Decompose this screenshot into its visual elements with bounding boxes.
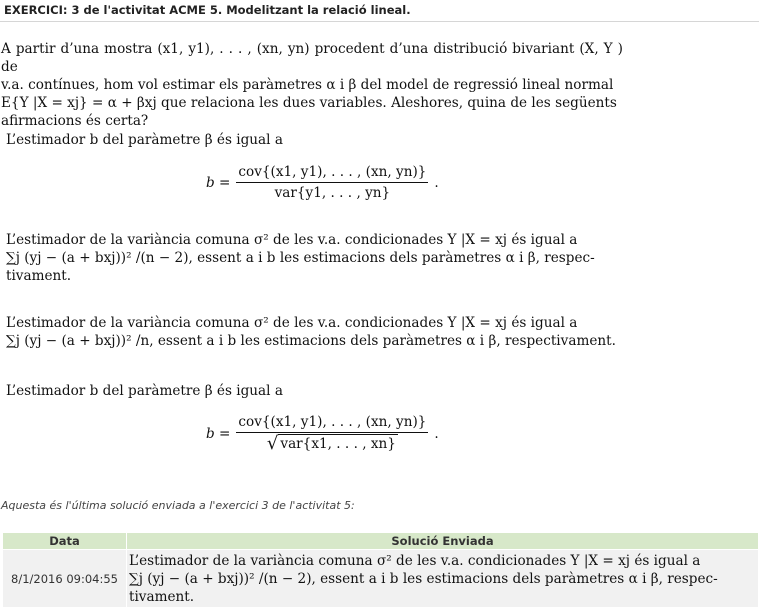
fraction [236,413,428,454]
option-2-text[interactable] [6,231,624,285]
formula-lhs: b = [206,425,231,442]
formula-tail: . [434,425,439,442]
exercise-title: EXERCICI: 3 de l'activitat ACME 5. Modelitzant la relació lineal. [0,0,759,22]
option-4-formula [206,413,439,454]
fraction-denominator: var{y1, . . . , yn} [274,185,391,201]
radicand: var{x1, . . . , xn} [280,436,396,452]
question-line: v.a. contínues, hom vol estimar els paràmetres α i β del model de regressió lineal normal [1,77,614,93]
option-4-text[interactable]: L’estimador b del paràmetre β és igual a [6,383,283,399]
submission-table [2,532,759,608]
question-line: afirmacions és certa? [1,113,149,129]
solution-line: L’estimador de la variància comuna σ² de les v.a. condicionades Y |X = xj és igual a [129,552,701,569]
question-line: A partir d’una mostra (x1, y1), . . . , (xn, yn) procedent d’una distribució bivariant (X, Y ) de [1,41,623,75]
option-line: ∑j (yj − (a + bxj))² /(n − 2), essent a i b les estimacions dels paràmetres α i β, respec- [6,250,595,266]
option-1-formula [206,163,439,202]
column-header-date: Data [3,533,127,550]
fraction-numerator: cov{(x1, y1), . . . , (xn, yn)} [236,163,428,183]
question-line: E{Y |X = xj} = α + βxj que relaciona les dues variables. Aleshores, quina de les següents [1,95,617,111]
table-header-row [3,533,759,550]
formula-tail: . [434,174,439,191]
submitted-solution [127,550,759,608]
fraction-denominator [267,433,398,454]
fraction [236,163,428,202]
question-text [1,40,623,130]
fraction-numerator: cov{(x1, y1), . . . , (xn, yn)} [236,413,428,433]
solution-line: tivament. [129,588,195,605]
option-3-text[interactable] [6,314,624,350]
radical-icon: √ [266,433,279,454]
formula-lhs: b = [206,174,231,191]
solution-line: ∑j (yj − (a + bxj))² /(n − 2), essent a i b les estimacions dels paràmetres α i β, respec- [129,570,718,587]
table-row [3,550,759,608]
option-line: L’estimador de la variància comuna σ² de les v.a. condicionades Y |X = xj és igual a [6,232,578,248]
submission-date: 8/1/2016 09:04:55 [3,550,127,608]
option-1-text[interactable]: L’estimador b del paràmetre β és igual a [6,132,283,148]
option-line: ∑j (yj − (a + bxj))² /n, essent a i b les estimacions dels paràmetres α i β, respectivament. [6,333,616,349]
last-submission-note: Aquesta és l'última solució enviada a l'exercici 3 de l'activitat 5: [1,499,355,512]
option-line: L’estimador de la variància comuna σ² de les v.a. condicionades Y |X = xj és igual a [6,315,578,331]
square-root [267,434,398,454]
column-header-solution: Solució Enviada [127,533,759,550]
option-line: tivament. [6,268,72,284]
